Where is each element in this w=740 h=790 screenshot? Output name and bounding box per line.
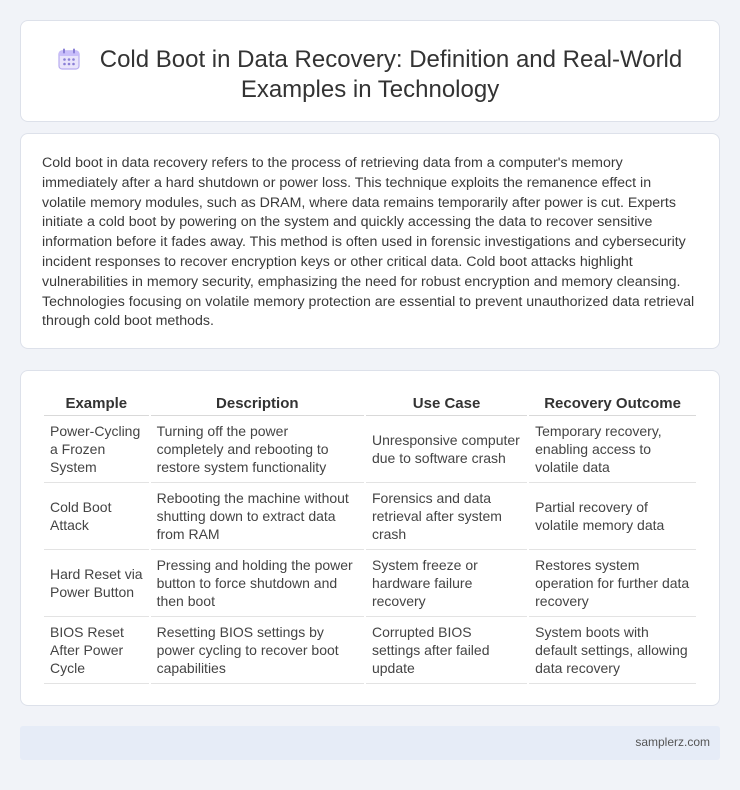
cell-recovery-outcome: Restores system operation for further data recovery: [529, 550, 696, 617]
table-row: [44, 617, 696, 684]
cell-recovery-outcome: Partial recovery of volatile memory data: [529, 483, 696, 550]
cell-use-case: Unresponsive computer due to software crash: [366, 416, 527, 483]
header-use-case: Use Case: [366, 391, 527, 416]
intro-card: [20, 133, 720, 349]
footer-site-link[interactable]: samplerz.com: [635, 735, 710, 749]
cell-use-case: System freeze or hardware failure recovery: [366, 550, 527, 617]
examples-table: [42, 391, 698, 684]
cell-recovery-outcome: Temporary recovery, enabling access to volatile data: [529, 416, 696, 483]
cell-use-case: Corrupted BIOS settings after failed update: [366, 617, 527, 684]
header-recovery-outcome: Recovery Outcome: [529, 391, 696, 416]
cell-example: Power-Cycling a Frozen System: [44, 416, 149, 483]
page-title: [21, 45, 719, 105]
title-line-1: Cold Boot in Data Recovery: Definition and Real-World: [99, 46, 683, 73]
cell-description: Rebooting the machine without shutting down to extract data from RAM: [151, 483, 364, 550]
table-card: [20, 370, 720, 706]
calendar-icon: [58, 48, 80, 70]
cell-description: Turning off the power completely and rebooting to restore system functionality: [151, 416, 364, 483]
cell-use-case: Forensics and data retrieval after system crash: [366, 483, 527, 550]
title-line-2: Examples in Technology: [240, 76, 500, 103]
cell-example: Hard Reset via Power Button: [44, 550, 149, 617]
intro-paragraph: Cold boot in data recovery refers to the process of retrieving data from a computer's memory immediately after a hard shutdown or power loss. This technique exploits the remanence effect in volatile memory modules, such as DRAM, where data remains temporarily after power is cut. Experts initiate a cold boot by powering on the system and quickly accessing the data to recover sensitive information before it fades away. This method is often used in forensic investigations and cybersecurity incident responses to recover encryption keys or other critical data. Cold boot attacks highlight vulnerabilities in memory security, emphasizing the need for robust encryption and memory cleansing. Technologies focusing on volatile memory protection are essential to prevent unauthorized data retrieval through cold boot methods.: [42, 155, 695, 330]
header-example: Example: [44, 391, 149, 416]
cell-example: Cold Boot Attack: [44, 483, 149, 550]
table-row: [44, 550, 696, 617]
footer-bar: [20, 726, 720, 760]
table-row: [44, 483, 696, 550]
cell-description: Pressing and holding the power button to force shutdown and then boot: [151, 550, 364, 617]
header-description: Description: [151, 391, 364, 416]
table-row: [44, 416, 696, 483]
cell-recovery-outcome: System boots with default settings, allowing data recovery: [529, 617, 696, 684]
title-card: [20, 20, 720, 122]
cell-description: Resetting BIOS settings by power cycling to recover boot capabilities: [151, 617, 364, 684]
cell-example: BIOS Reset After Power Cycle: [44, 617, 149, 684]
table-header-row: [44, 391, 696, 416]
